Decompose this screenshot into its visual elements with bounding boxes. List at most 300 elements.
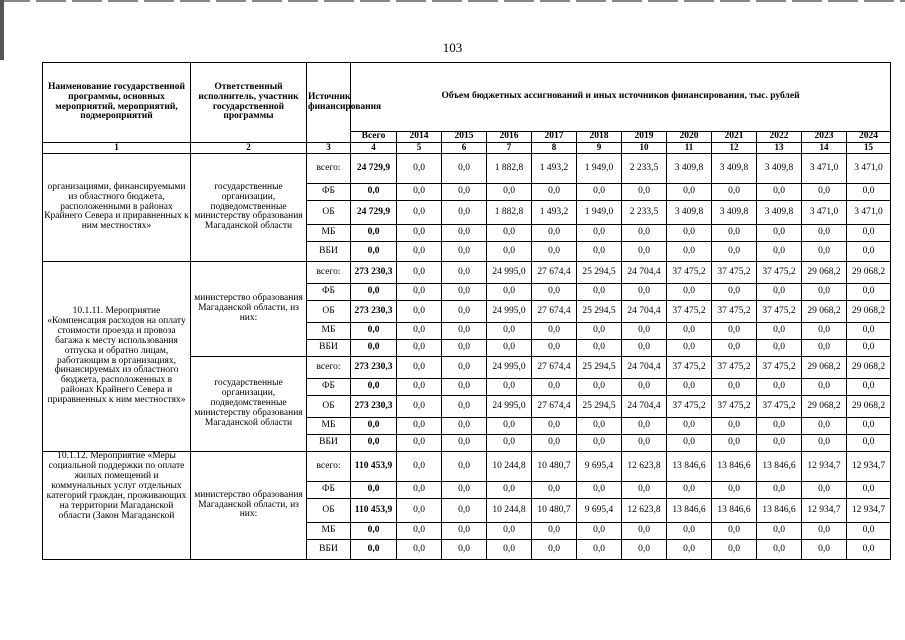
year-value: 0,0 <box>397 523 442 540</box>
header-name: Наименование государственной программы, основных мероприятий, мероприятий, подмероприятий <box>43 63 191 143</box>
year-value: 0,0 <box>712 523 757 540</box>
column-number: 2 <box>191 143 307 154</box>
table-row <box>43 262 891 284</box>
total-value: 0,0 <box>351 379 397 396</box>
year-value: 0,0 <box>442 225 487 242</box>
funding-source: МБ <box>307 418 351 435</box>
funding-source: МБ <box>307 225 351 242</box>
year-value: 12 623,8 <box>622 452 667 482</box>
total-value: 0,0 <box>351 225 397 242</box>
year-value: 10 480,7 <box>532 452 577 482</box>
year-value: 0,0 <box>487 242 532 262</box>
year-value: 13 846,6 <box>667 499 712 523</box>
year-value: 29 068,2 <box>847 357 891 379</box>
column-number: 1 <box>43 143 191 154</box>
year-value: 29 068,2 <box>802 357 847 379</box>
year-value: 3 409,8 <box>757 201 802 225</box>
year-value: 0,0 <box>667 340 712 357</box>
year-value: 0,0 <box>757 184 802 201</box>
year-value: 0,0 <box>487 184 532 201</box>
year-value: 24 704,4 <box>622 396 667 418</box>
year-value: 0,0 <box>712 242 757 262</box>
year-value: 0,0 <box>622 523 667 540</box>
year-value: 0,0 <box>847 379 891 396</box>
year-value: 0,0 <box>712 323 757 340</box>
year-value: 0,0 <box>667 184 712 201</box>
year-value: 29 068,2 <box>802 262 847 284</box>
year-value: 0,0 <box>712 284 757 301</box>
year-value: 0,0 <box>577 284 622 301</box>
year-value: 0,0 <box>577 435 622 452</box>
funding-source: ВБИ <box>307 340 351 357</box>
total-value: 273 230,3 <box>351 357 397 379</box>
column-number-row <box>43 143 891 154</box>
year-value: 0,0 <box>712 418 757 435</box>
year-value: 0,0 <box>712 184 757 201</box>
header-year: 2015 <box>442 132 487 143</box>
year-value: 0,0 <box>397 435 442 452</box>
year-value: 0,0 <box>532 184 577 201</box>
total-value: 0,0 <box>351 184 397 201</box>
year-value: 0,0 <box>622 284 667 301</box>
year-value: 0,0 <box>802 379 847 396</box>
year-value: 3 409,8 <box>712 201 757 225</box>
year-value: 37 475,2 <box>712 357 757 379</box>
year-value: 10 244,8 <box>487 452 532 482</box>
year-value: 29 068,2 <box>847 301 891 323</box>
year-value: 0,0 <box>397 499 442 523</box>
year-value: 0,0 <box>757 540 802 560</box>
year-value: 0,0 <box>712 482 757 499</box>
total-value: 273 230,3 <box>351 262 397 284</box>
year-value: 3 471,0 <box>802 154 847 184</box>
year-value: 25 294,5 <box>577 357 622 379</box>
year-value: 25 294,5 <box>577 301 622 323</box>
year-value: 0,0 <box>802 523 847 540</box>
year-value: 0,0 <box>577 482 622 499</box>
header-year: 2022 <box>757 132 802 143</box>
year-value: 3 471,0 <box>847 201 891 225</box>
year-value: 0,0 <box>442 201 487 225</box>
year-value: 13 846,6 <box>757 452 802 482</box>
year-value: 0,0 <box>847 225 891 242</box>
budget-table <box>42 62 891 560</box>
year-value: 0,0 <box>802 184 847 201</box>
year-value: 1 493,2 <box>532 201 577 225</box>
year-value: 0,0 <box>532 418 577 435</box>
year-value: 0,0 <box>622 225 667 242</box>
responsible-executor: государственные организации, подведомственные министерству образования Магаданской области <box>191 154 307 262</box>
year-value: 13 846,6 <box>712 499 757 523</box>
total-value: 110 453,9 <box>351 499 397 523</box>
year-value: 37 475,2 <box>667 301 712 323</box>
funding-source: МБ <box>307 323 351 340</box>
year-value: 0,0 <box>847 523 891 540</box>
year-value: 0,0 <box>667 540 712 560</box>
year-value: 0,0 <box>847 435 891 452</box>
year-value: 1 493,2 <box>532 154 577 184</box>
year-value: 0,0 <box>532 482 577 499</box>
year-value: 0,0 <box>397 396 442 418</box>
year-value: 0,0 <box>397 418 442 435</box>
year-value: 0,0 <box>757 418 802 435</box>
year-value: 24 704,4 <box>622 262 667 284</box>
year-value: 0,0 <box>442 323 487 340</box>
year-value: 0,0 <box>577 523 622 540</box>
year-value: 0,0 <box>802 418 847 435</box>
year-value: 29 068,2 <box>847 262 891 284</box>
year-value: 0,0 <box>487 482 532 499</box>
year-value: 0,0 <box>622 323 667 340</box>
year-value: 0,0 <box>802 225 847 242</box>
column-number: 11 <box>667 143 712 154</box>
year-value: 0,0 <box>442 340 487 357</box>
year-value: 0,0 <box>532 225 577 242</box>
year-value: 12 934,7 <box>802 499 847 523</box>
year-value: 37 475,2 <box>667 357 712 379</box>
funding-source: ФБ <box>307 184 351 201</box>
year-value: 37 475,2 <box>757 396 802 418</box>
column-number: 6 <box>442 143 487 154</box>
year-value: 12 934,7 <box>847 452 891 482</box>
program-name: 10.1.11. Мероприятие «Компенсация расходов на оплату стоимости проезда и провоза багажа к месту использования отпуска и обратно лицам, работающим в организациях, финансируемых из областного бюджета, расположенных в районах Крайнего Севера и приравненных к ним местностях» <box>43 262 191 452</box>
year-value: 0,0 <box>802 284 847 301</box>
year-value: 37 475,2 <box>757 357 802 379</box>
header-year: 2023 <box>802 132 847 143</box>
funding-source: МБ <box>307 523 351 540</box>
program-name: 10.1.12. Мероприятие «Меры социальной поддержки по оплате жилых помещений и коммунальных услуг отдельных категорий граждан, проживающих на территории Магаданской области (Закон Магаданской <box>43 452 191 560</box>
year-value: 0,0 <box>397 262 442 284</box>
year-value: 37 475,2 <box>712 262 757 284</box>
year-value: 37 475,2 <box>757 262 802 284</box>
header-year: 2021 <box>712 132 757 143</box>
year-value: 0,0 <box>577 418 622 435</box>
year-value: 0,0 <box>577 323 622 340</box>
year-value: 0,0 <box>667 482 712 499</box>
year-value: 24 995,0 <box>487 396 532 418</box>
total-value: 110 453,9 <box>351 452 397 482</box>
year-value: 0,0 <box>487 323 532 340</box>
year-value: 0,0 <box>667 284 712 301</box>
responsible-executor: государственные организации, подведомственные министерству образования Магаданской области <box>191 357 307 452</box>
header-year: 2018 <box>577 132 622 143</box>
total-value: 0,0 <box>351 435 397 452</box>
year-value: 0,0 <box>442 262 487 284</box>
year-value: 0,0 <box>712 540 757 560</box>
year-value: 0,0 <box>532 379 577 396</box>
year-value: 0,0 <box>442 242 487 262</box>
year-value: 27 674,4 <box>532 396 577 418</box>
year-value: 0,0 <box>667 523 712 540</box>
year-value: 0,0 <box>577 340 622 357</box>
year-value: 13 846,6 <box>712 452 757 482</box>
total-value: 273 230,3 <box>351 301 397 323</box>
year-value: 0,0 <box>532 340 577 357</box>
header-year: 2020 <box>667 132 712 143</box>
year-value: 0,0 <box>397 482 442 499</box>
column-number: 10 <box>622 143 667 154</box>
funding-source: ОБ <box>307 396 351 418</box>
year-value: 3 409,8 <box>757 154 802 184</box>
column-number: 9 <box>577 143 622 154</box>
total-value: 0,0 <box>351 482 397 499</box>
header-total: Всего <box>351 132 397 143</box>
year-value: 0,0 <box>442 499 487 523</box>
year-value: 12 934,7 <box>847 499 891 523</box>
column-number: 5 <box>397 143 442 154</box>
year-value: 24 704,4 <box>622 301 667 323</box>
funding-source: всего: <box>307 262 351 284</box>
year-value: 13 846,6 <box>667 452 712 482</box>
header-source: Источник финансирования <box>307 63 351 143</box>
funding-source: ФБ <box>307 379 351 396</box>
funding-source: ВБИ <box>307 435 351 452</box>
year-value: 37 475,2 <box>667 262 712 284</box>
year-value: 2 233,5 <box>622 201 667 225</box>
funding-source: ОБ <box>307 201 351 225</box>
year-value: 3 409,8 <box>667 154 712 184</box>
year-value: 0,0 <box>442 523 487 540</box>
year-value: 3 409,8 <box>667 201 712 225</box>
year-value: 0,0 <box>847 540 891 560</box>
column-number: 4 <box>351 143 397 154</box>
column-number: 14 <box>802 143 847 154</box>
year-value: 0,0 <box>577 540 622 560</box>
year-value: 0,0 <box>442 184 487 201</box>
year-value: 0,0 <box>847 418 891 435</box>
year-value: 0,0 <box>802 435 847 452</box>
funding-source: ВБИ <box>307 540 351 560</box>
funding-source: ФБ <box>307 482 351 499</box>
year-value: 0,0 <box>622 435 667 452</box>
year-value: 0,0 <box>487 340 532 357</box>
year-value: 9 695,4 <box>577 499 622 523</box>
year-value: 1 882,8 <box>487 154 532 184</box>
year-value: 0,0 <box>757 482 802 499</box>
year-value: 0,0 <box>757 242 802 262</box>
year-value: 0,0 <box>667 225 712 242</box>
year-value: 0,0 <box>397 540 442 560</box>
total-value: 273 230,3 <box>351 396 397 418</box>
year-value: 0,0 <box>397 379 442 396</box>
year-value: 0,0 <box>487 418 532 435</box>
year-value: 0,0 <box>712 340 757 357</box>
year-value: 3 471,0 <box>802 201 847 225</box>
funding-source: ВБИ <box>307 242 351 262</box>
year-value: 0,0 <box>667 418 712 435</box>
year-value: 29 068,2 <box>847 396 891 418</box>
year-value: 0,0 <box>712 225 757 242</box>
year-value: 0,0 <box>667 242 712 262</box>
year-value: 9 695,4 <box>577 452 622 482</box>
column-number: 3 <box>307 143 351 154</box>
header-responsible: Ответственный исполнитель, участник государственной программы <box>191 63 307 143</box>
responsible-executor: министерство образования Магаданской области, из них: <box>191 262 307 357</box>
year-value: 0,0 <box>577 184 622 201</box>
year-value: 0,0 <box>532 435 577 452</box>
year-value: 0,0 <box>442 540 487 560</box>
funding-source: всего: <box>307 452 351 482</box>
year-value: 0,0 <box>757 323 802 340</box>
year-value: 0,0 <box>532 540 577 560</box>
year-value: 0,0 <box>757 340 802 357</box>
year-value: 0,0 <box>712 379 757 396</box>
year-value: 0,0 <box>622 242 667 262</box>
year-value: 29 068,2 <box>802 301 847 323</box>
year-value: 0,0 <box>397 340 442 357</box>
year-value: 0,0 <box>577 225 622 242</box>
funding-source: всего: <box>307 154 351 184</box>
year-value: 0,0 <box>757 379 802 396</box>
header-year: 2014 <box>397 132 442 143</box>
header-year: 2019 <box>622 132 667 143</box>
year-value: 24 995,0 <box>487 262 532 284</box>
year-value: 0,0 <box>577 379 622 396</box>
year-value: 27 674,4 <box>532 357 577 379</box>
year-value: 0,0 <box>532 284 577 301</box>
year-value: 0,0 <box>712 435 757 452</box>
column-number: 7 <box>487 143 532 154</box>
year-value: 0,0 <box>442 357 487 379</box>
column-number: 15 <box>847 143 891 154</box>
scan-top-edge <box>0 0 905 2</box>
year-value: 0,0 <box>622 379 667 396</box>
column-number: 13 <box>757 143 802 154</box>
year-value: 0,0 <box>757 284 802 301</box>
year-value: 0,0 <box>802 482 847 499</box>
year-value: 0,0 <box>487 225 532 242</box>
year-value: 0,0 <box>442 379 487 396</box>
year-value: 0,0 <box>622 540 667 560</box>
header-volume: Объем бюджетных ассигнований и иных источников финансирования, тыс. рублей <box>351 63 891 132</box>
year-value: 0,0 <box>667 435 712 452</box>
year-value: 0,0 <box>487 379 532 396</box>
year-value: 10 480,7 <box>532 499 577 523</box>
year-value: 0,0 <box>487 523 532 540</box>
year-value: 37 475,2 <box>757 301 802 323</box>
total-value: 0,0 <box>351 418 397 435</box>
table-row <box>43 154 891 184</box>
year-value: 0,0 <box>757 523 802 540</box>
table-row <box>43 452 891 482</box>
year-value: 0,0 <box>622 482 667 499</box>
year-value: 12 934,7 <box>802 452 847 482</box>
header-year: 2017 <box>532 132 577 143</box>
year-value: 0,0 <box>397 301 442 323</box>
year-value: 0,0 <box>667 323 712 340</box>
total-value: 0,0 <box>351 323 397 340</box>
year-value: 0,0 <box>397 357 442 379</box>
year-value: 0,0 <box>487 435 532 452</box>
year-value: 0,0 <box>847 242 891 262</box>
year-value: 0,0 <box>442 154 487 184</box>
year-value: 0,0 <box>442 482 487 499</box>
year-value: 0,0 <box>847 340 891 357</box>
year-value: 27 674,4 <box>532 262 577 284</box>
year-value: 37 475,2 <box>712 396 757 418</box>
year-value: 0,0 <box>397 225 442 242</box>
responsible-executor: министерство образования Магаданской области, из них: <box>191 452 307 560</box>
total-value: 0,0 <box>351 540 397 560</box>
year-value: 0,0 <box>802 242 847 262</box>
total-value: 24 729,9 <box>351 201 397 225</box>
year-value: 0,0 <box>847 482 891 499</box>
total-value: 0,0 <box>351 340 397 357</box>
column-number: 12 <box>712 143 757 154</box>
header-year: 2024 <box>847 132 891 143</box>
year-value: 0,0 <box>757 225 802 242</box>
year-value: 2 233,5 <box>622 154 667 184</box>
year-value: 29 068,2 <box>802 396 847 418</box>
year-value: 27 674,4 <box>532 301 577 323</box>
year-value: 0,0 <box>442 435 487 452</box>
year-value: 0,0 <box>397 242 442 262</box>
year-value: 0,0 <box>442 301 487 323</box>
year-value: 0,0 <box>847 184 891 201</box>
year-value: 24 704,4 <box>622 357 667 379</box>
year-value: 25 294,5 <box>577 396 622 418</box>
year-value: 25 294,5 <box>577 262 622 284</box>
year-value: 0,0 <box>757 435 802 452</box>
year-value: 0,0 <box>397 452 442 482</box>
total-value: 24 729,9 <box>351 154 397 184</box>
year-value: 37 475,2 <box>667 396 712 418</box>
funding-source: ОБ <box>307 301 351 323</box>
year-value: 12 623,8 <box>622 499 667 523</box>
year-value: 0,0 <box>442 284 487 301</box>
year-value: 3 409,8 <box>712 154 757 184</box>
year-value: 24 995,0 <box>487 357 532 379</box>
year-value: 0,0 <box>847 284 891 301</box>
year-value: 0,0 <box>442 452 487 482</box>
year-value: 0,0 <box>532 523 577 540</box>
year-value: 0,0 <box>487 284 532 301</box>
year-value: 0,0 <box>802 540 847 560</box>
page-number: 103 <box>442 40 463 55</box>
year-value: 0,0 <box>622 184 667 201</box>
header-year: 2016 <box>487 132 532 143</box>
year-value: 0,0 <box>532 323 577 340</box>
table-body <box>43 154 891 560</box>
year-value: 1 949,0 <box>577 154 622 184</box>
funding-source: ОБ <box>307 499 351 523</box>
year-value: 1 949,0 <box>577 201 622 225</box>
column-number: 8 <box>532 143 577 154</box>
year-value: 3 471,0 <box>847 154 891 184</box>
year-value: 0,0 <box>622 340 667 357</box>
year-value: 0,0 <box>802 340 847 357</box>
year-value: 0,0 <box>487 540 532 560</box>
year-value: 0,0 <box>397 284 442 301</box>
year-value: 0,0 <box>442 396 487 418</box>
year-value: 0,0 <box>667 379 712 396</box>
funding-source: ФБ <box>307 284 351 301</box>
year-value: 0,0 <box>532 242 577 262</box>
year-value: 10 244,8 <box>487 499 532 523</box>
funding-source: всего: <box>307 357 351 379</box>
year-value: 0,0 <box>397 323 442 340</box>
program-name: организациями, финансируемыми из областного бюджета, расположенными в районах Крайнего Севера и приравненных к ним местностях» <box>43 154 191 262</box>
year-value: 0,0 <box>442 418 487 435</box>
year-value: 0,0 <box>577 242 622 262</box>
year-value: 37 475,2 <box>712 301 757 323</box>
year-value: 24 995,0 <box>487 301 532 323</box>
year-value: 0,0 <box>397 184 442 201</box>
year-value: 0,0 <box>397 154 442 184</box>
year-value: 0,0 <box>847 323 891 340</box>
year-value: 0,0 <box>802 323 847 340</box>
total-value: 0,0 <box>351 523 397 540</box>
